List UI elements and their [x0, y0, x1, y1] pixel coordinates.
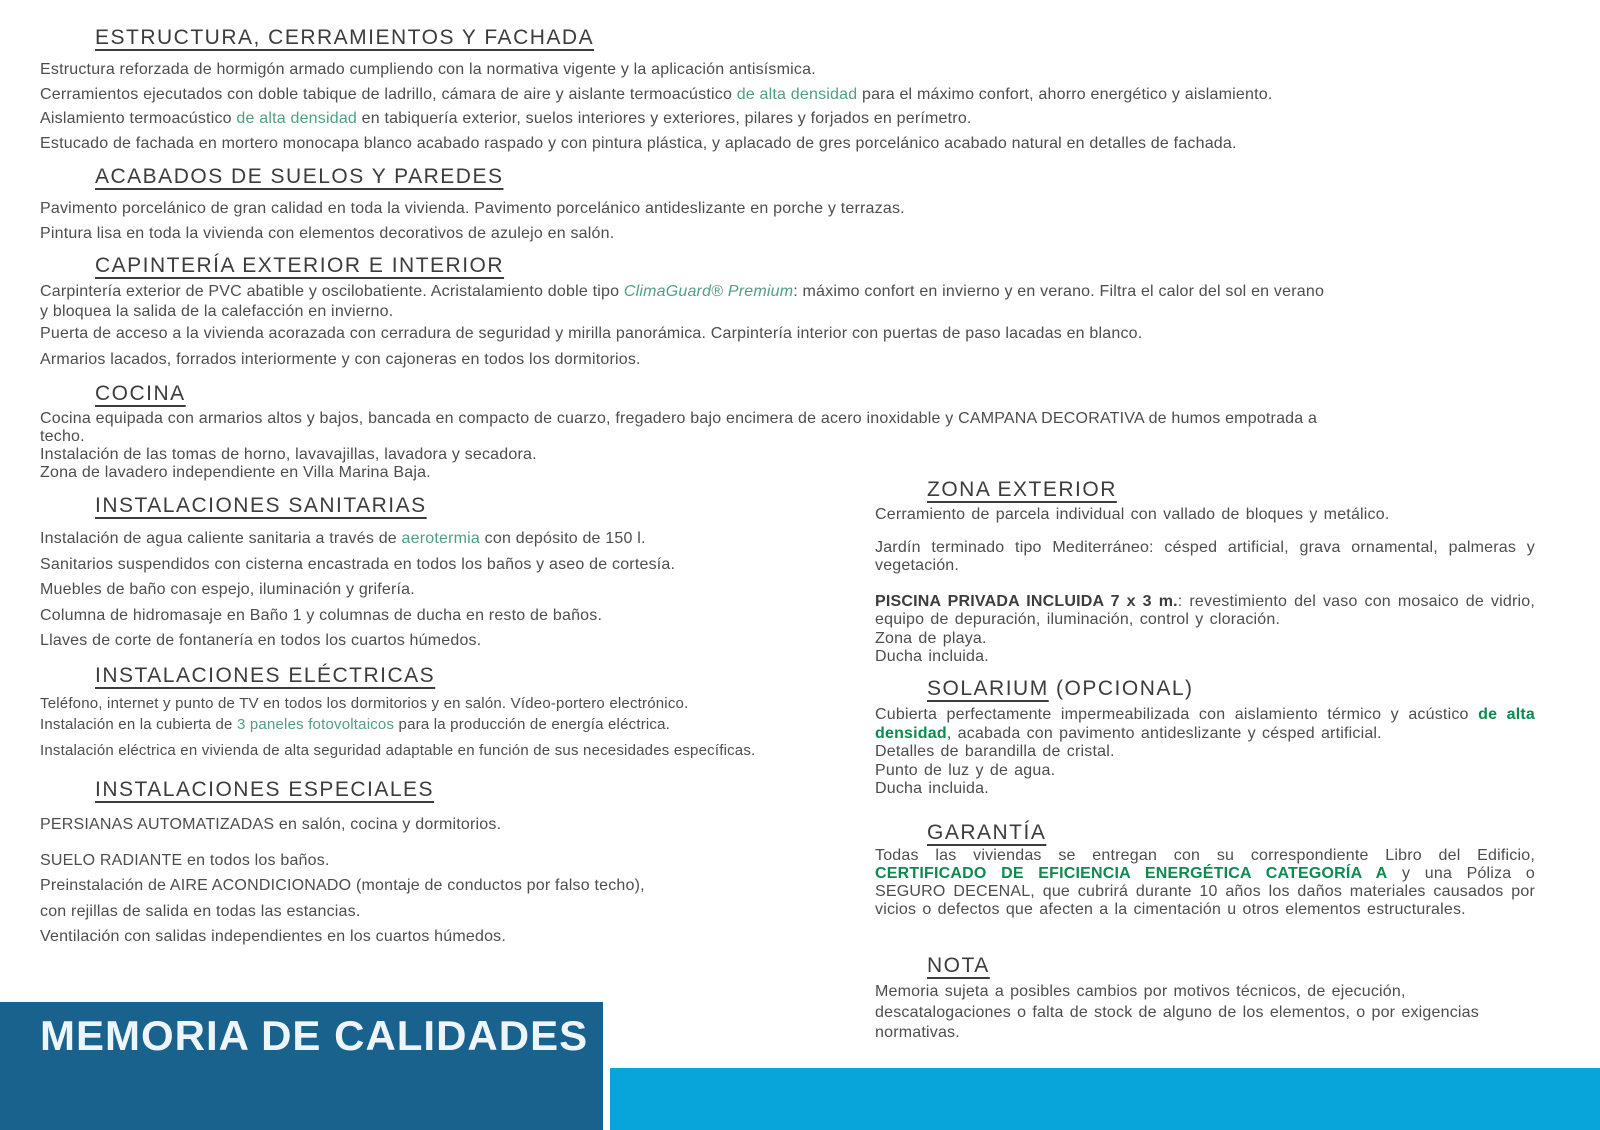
text-segment: : revestimiento del vaso con mosaico de vidrio, equipo de depuración, iluminación, control y cloración. [875, 592, 1535, 628]
section-nota-title [927, 954, 1495, 978]
section-title-text: COCINA [95, 382, 186, 405]
text-segment: Jardín terminado tipo Mediterráneo: césped artificial, grava ornamental, palmeras y vegetación. [875, 538, 1535, 574]
accent-text: de alta densidad [236, 110, 358, 127]
section-garantia-title [927, 821, 1535, 845]
text-segment: Cerramiento de parcela individual con vallado de bloques y metálico. [875, 506, 1390, 523]
section-electricas [40, 664, 840, 762]
paragraph [40, 873, 840, 899]
section-sanitarias-title [95, 494, 840, 518]
paragraph [875, 630, 1535, 649]
section-title-text: SOLARIUM [927, 677, 1049, 700]
paragraph [40, 410, 1545, 428]
text-segment: Ducha incluida. [875, 648, 989, 665]
paragraph [875, 706, 1535, 743]
text-segment: con depósito de 150 l. [480, 530, 646, 547]
text-segment: para la producción de energía eléctrica. [394, 715, 671, 733]
text-segment: : máximo confort en invierno y en verano. Filtra el calor del sol en verano [793, 283, 1325, 300]
section-zona-exterior [875, 478, 1535, 667]
paragraph [40, 222, 1545, 247]
paragraph [40, 526, 840, 552]
text-segment: Pavimento porcelánico de gran calidad en toda la vivienda. Pavimento porcelánico antideslizante en porche y terrazas. [40, 200, 905, 217]
text-segment: Zona de playa. [875, 629, 987, 647]
text-segment: PERSIANAS AUTOMATIZADAS en salón, cocina y dormitorios. [40, 816, 502, 833]
text-segment: Estucado de fachada en mortero monocapa blanco acabado raspado y con pintura plástica, y aplacado de gres porcelánico acabado natural en detalles de fachada. [40, 134, 1237, 152]
text-segment: Cocina equipada con armarios altos y bajos, bancada en compacto de cuarzo, fregadero bajo encimera de acero inoxidable y CAMPANA DECORATIVA de humos empotrada a [40, 410, 1318, 427]
text-segment: Ventilación con salidas independientes en los cuartos húmedos. [40, 928, 507, 945]
paragraph [40, 302, 1545, 322]
section-solarium [875, 677, 1535, 799]
paragraph [40, 812, 840, 838]
paragraph [40, 282, 1545, 302]
accent-text: CERTIFICADO DE EFICIENCIA ENERGÉTICA CATEGORÍA A [875, 865, 1388, 882]
text-segment: , acabada con pavimento antideslizante y césped artificial. [946, 724, 1382, 742]
text-segment: Zona de lavadero independiente en Villa Marina Baja. [40, 464, 431, 481]
paragraph [40, 741, 840, 762]
accent-text: de alta densidad [736, 85, 858, 103]
paragraph [875, 847, 1535, 919]
text-segment: en tabiquería exterior, suelos interiores y exteriores, pilares y forjados en perímetro. [357, 110, 972, 127]
text-segment: y una Póliza o SEGURO DECENAL, que cubrirá durante 10 años los daños materiales causados por vicios o defectos que afecten a la cimentación u otros elementos estructurales. [875, 865, 1536, 918]
paragraph [875, 762, 1535, 781]
section-title-text: NOTA [927, 954, 990, 977]
section-especiales [40, 778, 840, 950]
section-estructura [40, 26, 1545, 156]
section-solarium-title [927, 677, 1535, 701]
paragraph [875, 593, 1535, 630]
section-carpinteria-title [95, 254, 1545, 278]
text-segment: Preinstalación de AIRE ACONDICIONADO (montaje de conductos por falso techo), [40, 877, 645, 894]
paragraph [40, 715, 840, 736]
accent-text: ClimaGuard® Premium [623, 283, 794, 300]
section-cocina-title [95, 382, 1545, 406]
section-sanitarias [40, 494, 840, 654]
text-segment: Cerramientos ejecutados con doble tabique de ladrillo, cámara de aire y aislante termoacústico [40, 85, 737, 103]
text-segment: Ducha incluida. [875, 780, 989, 797]
paragraph [875, 539, 1535, 576]
paragraph [40, 628, 840, 654]
text-segment: Instalación eléctrica en vivienda de alta seguridad adaptable en función de sus necesidades específicas. [40, 742, 756, 759]
paragraph [40, 324, 1545, 344]
text-segment: Instalación de las tomas de horno, lavavajillas, lavadora y secadora. [40, 446, 537, 463]
section-title-suffix: (OPCIONAL) [1048, 677, 1194, 700]
section-title-text: ACABADOS DE SUELOS Y PAREDES [95, 165, 504, 188]
text-segment: Cubierta perfectamente impermeabilizada con aislamiento térmico y acústico [875, 706, 1479, 723]
text-segment: Instalación en la cubierta de [40, 715, 237, 733]
paragraph [40, 848, 840, 874]
paragraph [875, 982, 1495, 1044]
section-estructura-title [95, 26, 1545, 50]
text-segment: Llaves de corte de fontanería en todos los cuartos húmedos. [40, 632, 482, 649]
paragraph [40, 107, 1545, 132]
paragraph [40, 694, 840, 715]
section-acabados-title [95, 165, 1545, 189]
paragraph [40, 577, 840, 603]
text-segment: y bloquea la salida de la calefacción en invierno. [40, 303, 394, 320]
paragraph [40, 552, 840, 578]
section-title-text: ESTRUCTURA, CERRAMIENTOS Y FACHADA [95, 26, 595, 49]
paragraph [40, 446, 1545, 464]
paragraph [40, 350, 1545, 370]
document-title: MEMORIA DE CALIDADES [40, 1012, 589, 1059]
text-segment: para el máximo confort, ahorro energético y aislamiento. [857, 85, 1273, 103]
section-title-text: INSTALACIONES SANITARIAS [95, 494, 427, 517]
section-title-text: INSTALACIONES ESPECIALES [95, 778, 435, 801]
text-segment: Detalles de barandilla de cristal. [875, 743, 1115, 760]
paragraph [875, 743, 1535, 762]
text-segment: Instalación de agua caliente sanitaria a través de [40, 530, 402, 547]
text-segment: Aislamiento termoacústico [40, 110, 237, 127]
bold-text: PISCINA PRIVADA INCLUIDA 7 x 3 m. [875, 592, 1178, 610]
text-segment: Teléfono, internet y punto de TV en todos los dormitorios y en salón. Vídeo-portero electrónico. [40, 695, 689, 712]
section-cocina [40, 382, 1545, 482]
text-segment: Estructura reforzada de hormigón armado cumpliendo con la normativa vigente y la aplicación antisísmica. [40, 61, 816, 78]
text-segment: Columna de hidromasaje en Baño 1 y columnas de ducha en resto de baños. [40, 606, 603, 624]
section-electricas-title [95, 664, 840, 688]
section-zona-exterior-title [927, 478, 1535, 502]
text-segment: Carpintería exterior de PVC abatible y oscilobatiente. Acristalamiento doble tipo [40, 283, 624, 300]
footer-accent-bar [610, 1068, 1600, 1130]
section-garantia [875, 821, 1535, 919]
section-title-text: GARANTÍA [927, 821, 1047, 844]
text-segment: Pintura lisa en toda la vivienda con elementos decorativos de azulejo en salón. [40, 224, 615, 242]
text-segment: Sanitarios suspendidos con cisterna encastrada en todos los baños y aseo de cortesía. [40, 555, 676, 573]
paragraph [40, 58, 1545, 83]
footer-title-band [0, 1002, 603, 1130]
section-title-text: INSTALACIONES ELÉCTRICAS [95, 664, 436, 687]
paragraph [40, 83, 1545, 108]
accent-text: 3 paneles fotovoltaicos [236, 715, 395, 733]
paragraph [875, 780, 1535, 799]
text-segment: techo. [40, 428, 85, 445]
section-nota [875, 954, 1495, 1044]
paragraph [40, 132, 1545, 157]
paragraph [40, 924, 840, 950]
section-especiales-title [95, 778, 840, 802]
text-segment: Punto de luz y de agua. [875, 761, 1056, 779]
paragraph [875, 506, 1535, 525]
paragraph [40, 603, 840, 629]
paragraph [875, 648, 1535, 667]
section-title-text: CAPINTERÍA EXTERIOR E INTERIOR [95, 254, 505, 277]
paragraph [40, 428, 1545, 446]
text-segment: Todas las viviendas se entregan con su correspondiente Libro del Edificio, [875, 847, 1535, 864]
text-segment: Armarios lacados, forrados interiormente y con cajoneras en todos los dormitorios. [40, 351, 641, 368]
accent-text: de alta densidad [875, 706, 1535, 742]
accent-text: aerotermia [401, 530, 481, 547]
section-acabados [40, 165, 1545, 246]
text-segment: Memoria sujeta a posibles cambios por motivos técnicos, de ejecución, descatalogaciones o falta de stock de alguno de los elementos, o por exigencias normativas. [875, 983, 1479, 1041]
text-segment: con rejillas de salida en todas las estancias. [40, 902, 361, 920]
paragraph [40, 899, 840, 925]
paragraph [40, 197, 1545, 222]
text-segment: SUELO RADIANTE en todos los baños. [40, 851, 330, 869]
section-title-text: ZONA EXTERIOR [927, 478, 1117, 501]
text-segment: Puerta de acceso a la vivienda acorazada con cerradura de seguridad y mirilla panorámica. Carpintería interior con puertas de paso lacadas en blanco. [40, 325, 1143, 342]
text-segment: Muebles de baño con espejo, iluminación y grifería. [40, 581, 415, 598]
section-carpinteria [40, 254, 1545, 370]
